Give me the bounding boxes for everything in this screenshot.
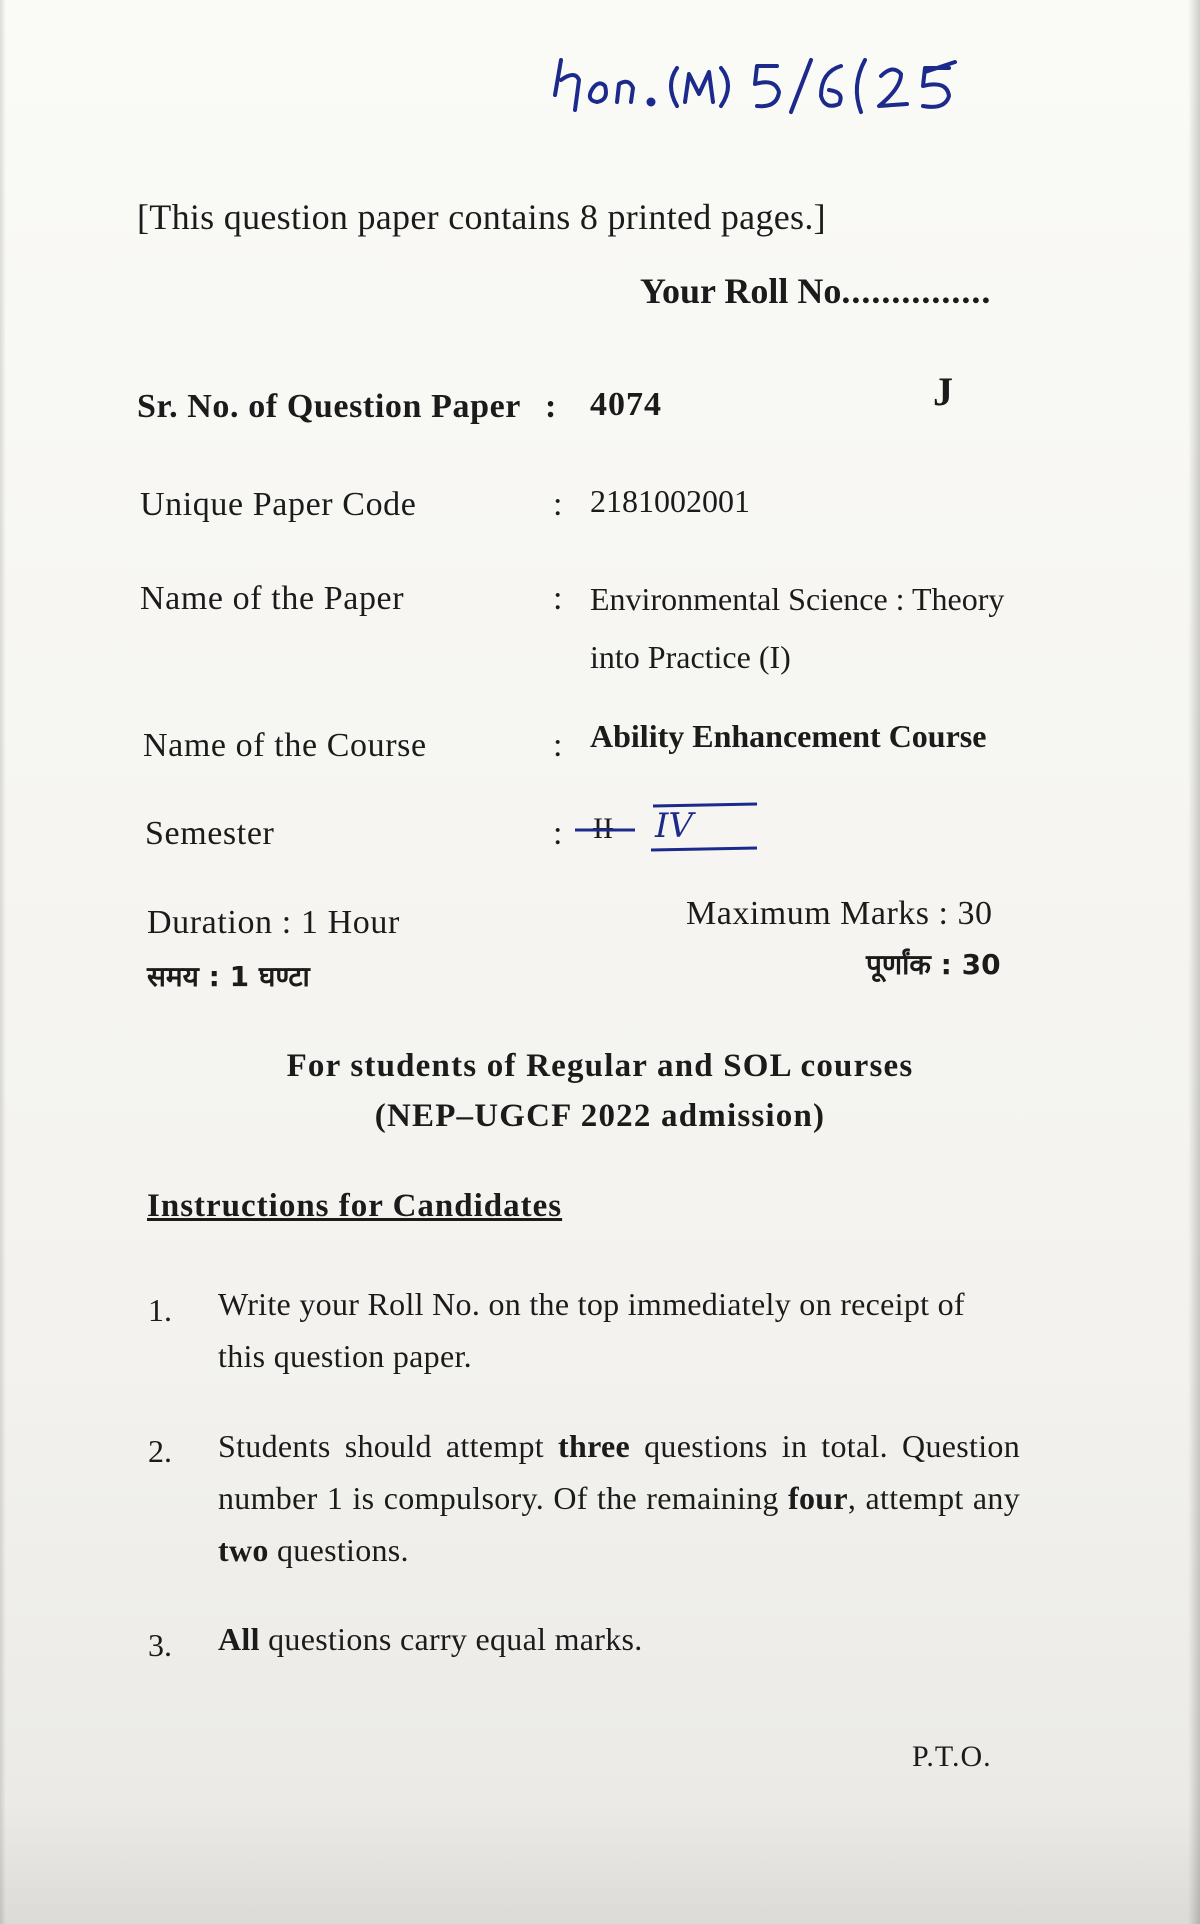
pages-note: [This question paper contains 8 printed pages.] (137, 197, 826, 237)
paper-name-colon: : (553, 580, 563, 617)
instruction-number: 1. (148, 1292, 172, 1328)
page-bottom-shade (0, 1804, 1200, 1924)
instruction-emphasis: three (558, 1428, 631, 1464)
handwritten-note (545, 40, 1105, 130)
semester-label: Semester (145, 815, 275, 852)
instructions-heading: Instructions for Candidates (147, 1188, 563, 1224)
course-name-value: Ability Enhancement Course (590, 718, 987, 754)
instruction-text: Write your Roll No. on the top immediately on receipt of this question paper. (218, 1286, 965, 1374)
instruction-text-part: Students should attempt (218, 1428, 559, 1464)
please-turn-over: P.T.O. (912, 1740, 992, 1773)
series-letter: J (933, 369, 953, 414)
eligibility-line-1: For students of Regular and SOL courses (286, 1048, 914, 1084)
instruction-text (218, 1420, 1020, 1576)
semester-colon: : (553, 815, 563, 852)
course-name-label: Name of the Course (143, 727, 427, 764)
course-name-colon: : (553, 727, 563, 764)
instruction-emphasis: All (218, 1621, 260, 1657)
instruction-emphasis: four (788, 1480, 848, 1516)
instruction-number: 2. (148, 1433, 172, 1469)
duration-label: Duration : 1 Hour (147, 904, 400, 941)
sr-no-value: 4074 (590, 386, 662, 423)
sr-no-label: Sr. No. of Question Paper (137, 388, 521, 425)
unique-code-value: 2181002001 (590, 483, 750, 519)
instruction-number: 3. (148, 1627, 172, 1663)
instruction-text (218, 1613, 1018, 1665)
maximum-marks: Maximum Marks : 30 (686, 895, 993, 932)
page-edge-shadow (1188, 0, 1200, 1924)
hindi-duration: समय : 1 घण्टा (147, 960, 310, 993)
semester-edit-strokes (575, 800, 775, 860)
unique-code-label: Unique Paper Code (140, 486, 417, 523)
handwritten-note-scribble (545, 40, 1105, 130)
paper-name-value: Environmental Science : Theory into Practice (I) (590, 581, 1005, 675)
semester-struck-value: II (593, 812, 613, 845)
semester-value (575, 800, 775, 860)
eligibility-line-2: (NEP–UGCF 2022 admission) (374, 1098, 826, 1134)
instruction-text-part: questions. (268, 1532, 409, 1568)
unique-code-colon: : (553, 486, 563, 523)
instruction-emphasis: two (218, 1532, 269, 1568)
sr-no-colon: : (545, 388, 557, 425)
page-left-shadow (0, 0, 6, 1924)
instruction-text-part: questions in total. Question number 1 is compulsory. Of the remaining (218, 1428, 1020, 1516)
roll-number-label: Your Roll No (640, 271, 842, 311)
hindi-maximum-marks: पूर्णांक : 30 (866, 948, 1001, 981)
instruction-text-part: questions carry equal marks. (259, 1621, 643, 1657)
instruction-text-part: , attempt any (847, 1480, 1020, 1516)
semester-handwritten-value: IV (655, 806, 693, 846)
roll-number-field (640, 270, 991, 312)
paper-name-label: Name of the Paper (140, 580, 405, 617)
roll-number-blank: ............... (841, 271, 992, 311)
